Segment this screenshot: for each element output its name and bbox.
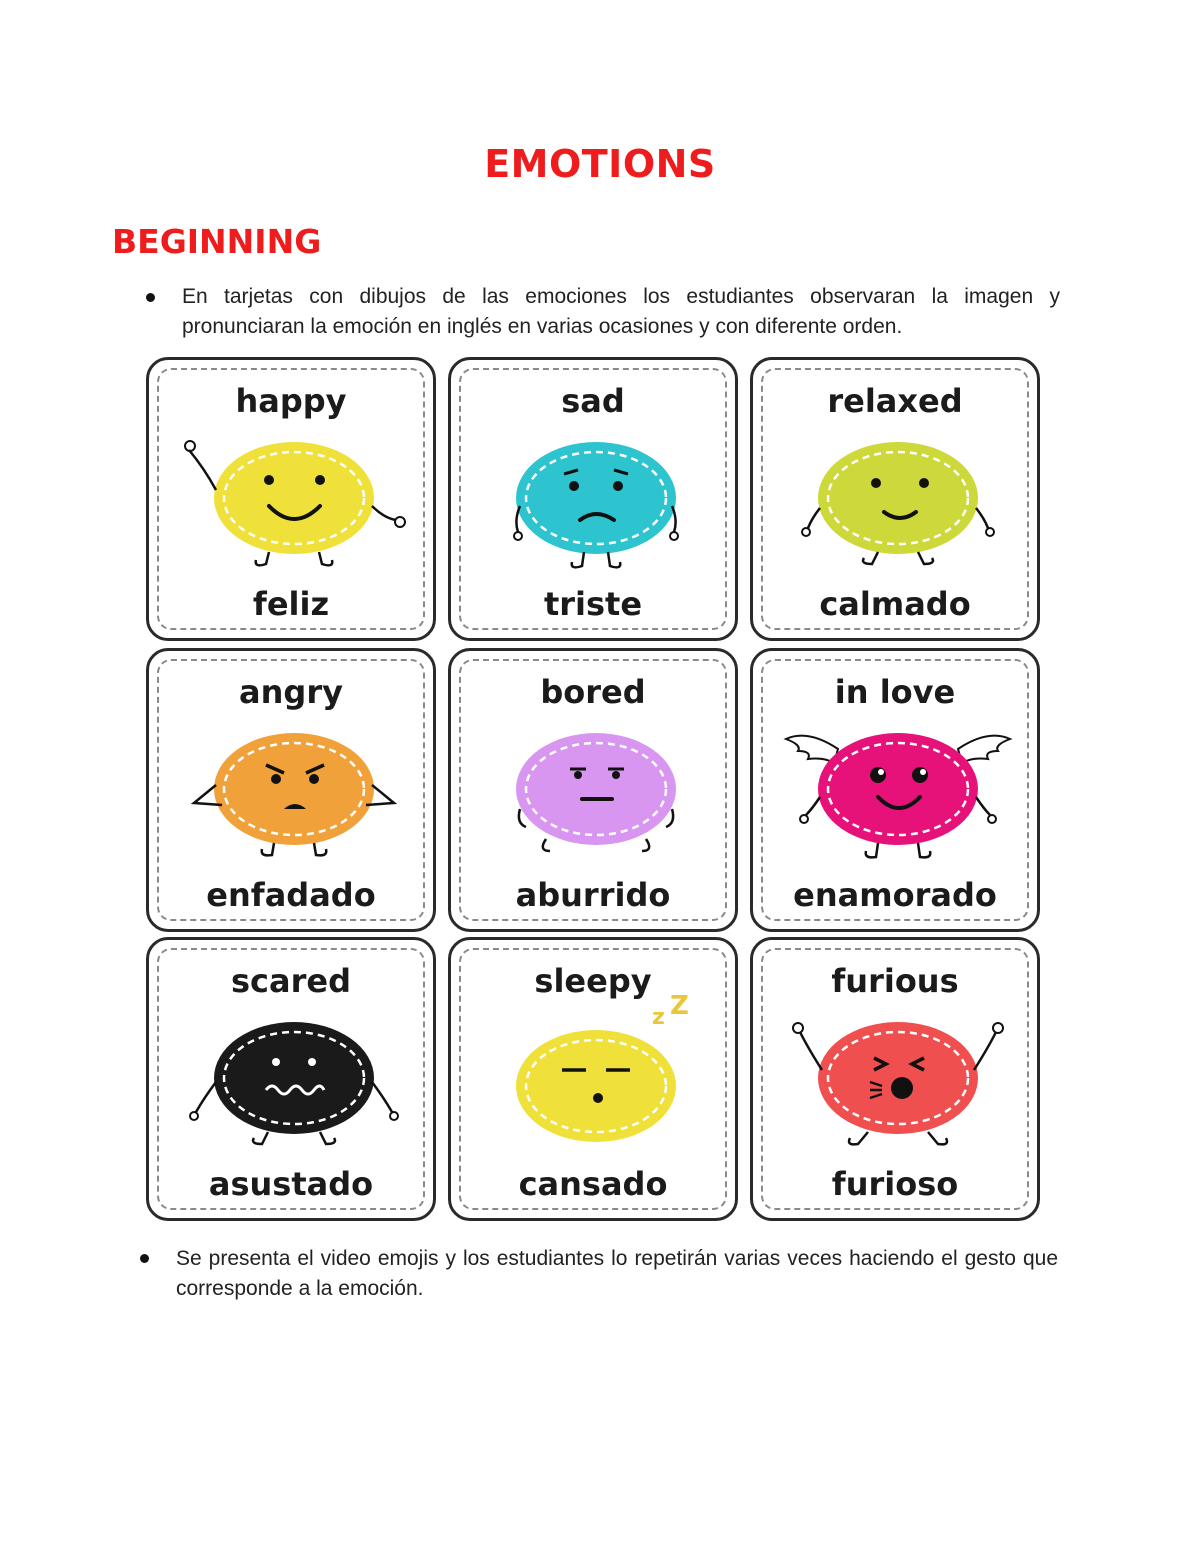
bored-face-icon bbox=[476, 719, 716, 869]
emotion-spanish: furioso bbox=[831, 1165, 959, 1203]
emotion-card bbox=[448, 357, 738, 641]
emotion-spanish: calmado bbox=[819, 585, 971, 623]
svg-text:z: z bbox=[652, 1005, 665, 1030]
furious-face-icon bbox=[778, 1008, 1018, 1158]
emotion-card bbox=[448, 937, 738, 1221]
emotion-english: angry bbox=[239, 673, 343, 711]
emotion-english: in love bbox=[834, 673, 956, 711]
emotion-english: happy bbox=[235, 382, 347, 420]
emotion-card bbox=[750, 357, 1040, 641]
emotion-spanish: enfadado bbox=[206, 876, 376, 914]
page-title: EMOTIONS bbox=[484, 142, 716, 186]
emotion-card bbox=[750, 648, 1040, 932]
bullet-dot bbox=[146, 293, 155, 302]
section-heading: BEGINNING bbox=[112, 222, 322, 261]
emotion-card bbox=[448, 648, 738, 932]
emotion-english: furious bbox=[831, 962, 959, 1000]
emotion-english: sleepy bbox=[534, 962, 652, 1000]
bullet-dot bbox=[140, 1254, 149, 1263]
emotion-english: relaxed bbox=[827, 382, 963, 420]
emotion-english: bored bbox=[540, 673, 646, 711]
sleepy-face-icon bbox=[476, 991, 716, 1158]
emotion-english: scared bbox=[231, 962, 351, 1000]
angry-face-icon bbox=[174, 719, 414, 869]
emotion-english: sad bbox=[561, 382, 625, 420]
svg-text:Z: Z bbox=[670, 991, 689, 1021]
emotion-spanish: feliz bbox=[252, 585, 330, 623]
emotion-card bbox=[146, 648, 436, 932]
emotion-spanish: triste bbox=[543, 585, 643, 623]
emotion-spanish: cansado bbox=[518, 1165, 668, 1203]
emotion-spanish: aburrido bbox=[515, 876, 671, 914]
sad-face-icon bbox=[476, 428, 716, 578]
emotion-card bbox=[146, 357, 436, 641]
emotion-spanish: enamorado bbox=[793, 876, 997, 914]
in-love-face-icon bbox=[778, 719, 1018, 869]
bullet-text-1: En tarjetas con dibujos de las emociones los estudiantes observaran la imagen y pronunciaran la emoción en inglés en varias ocasiones y con diferente orden. bbox=[182, 285, 1060, 338]
relaxed-face-icon bbox=[778, 428, 1018, 578]
scared-face-icon bbox=[174, 1008, 414, 1158]
happy-face-icon bbox=[174, 428, 414, 578]
emotion-card bbox=[750, 937, 1040, 1221]
emotion-spanish: asustado bbox=[208, 1165, 374, 1203]
bullet-text-2: Se presenta el video emojis y los estudiantes lo repetirán varias veces haciendo el gesto que corresponde a la emoción. bbox=[176, 1247, 1058, 1300]
emotion-card bbox=[146, 937, 436, 1221]
